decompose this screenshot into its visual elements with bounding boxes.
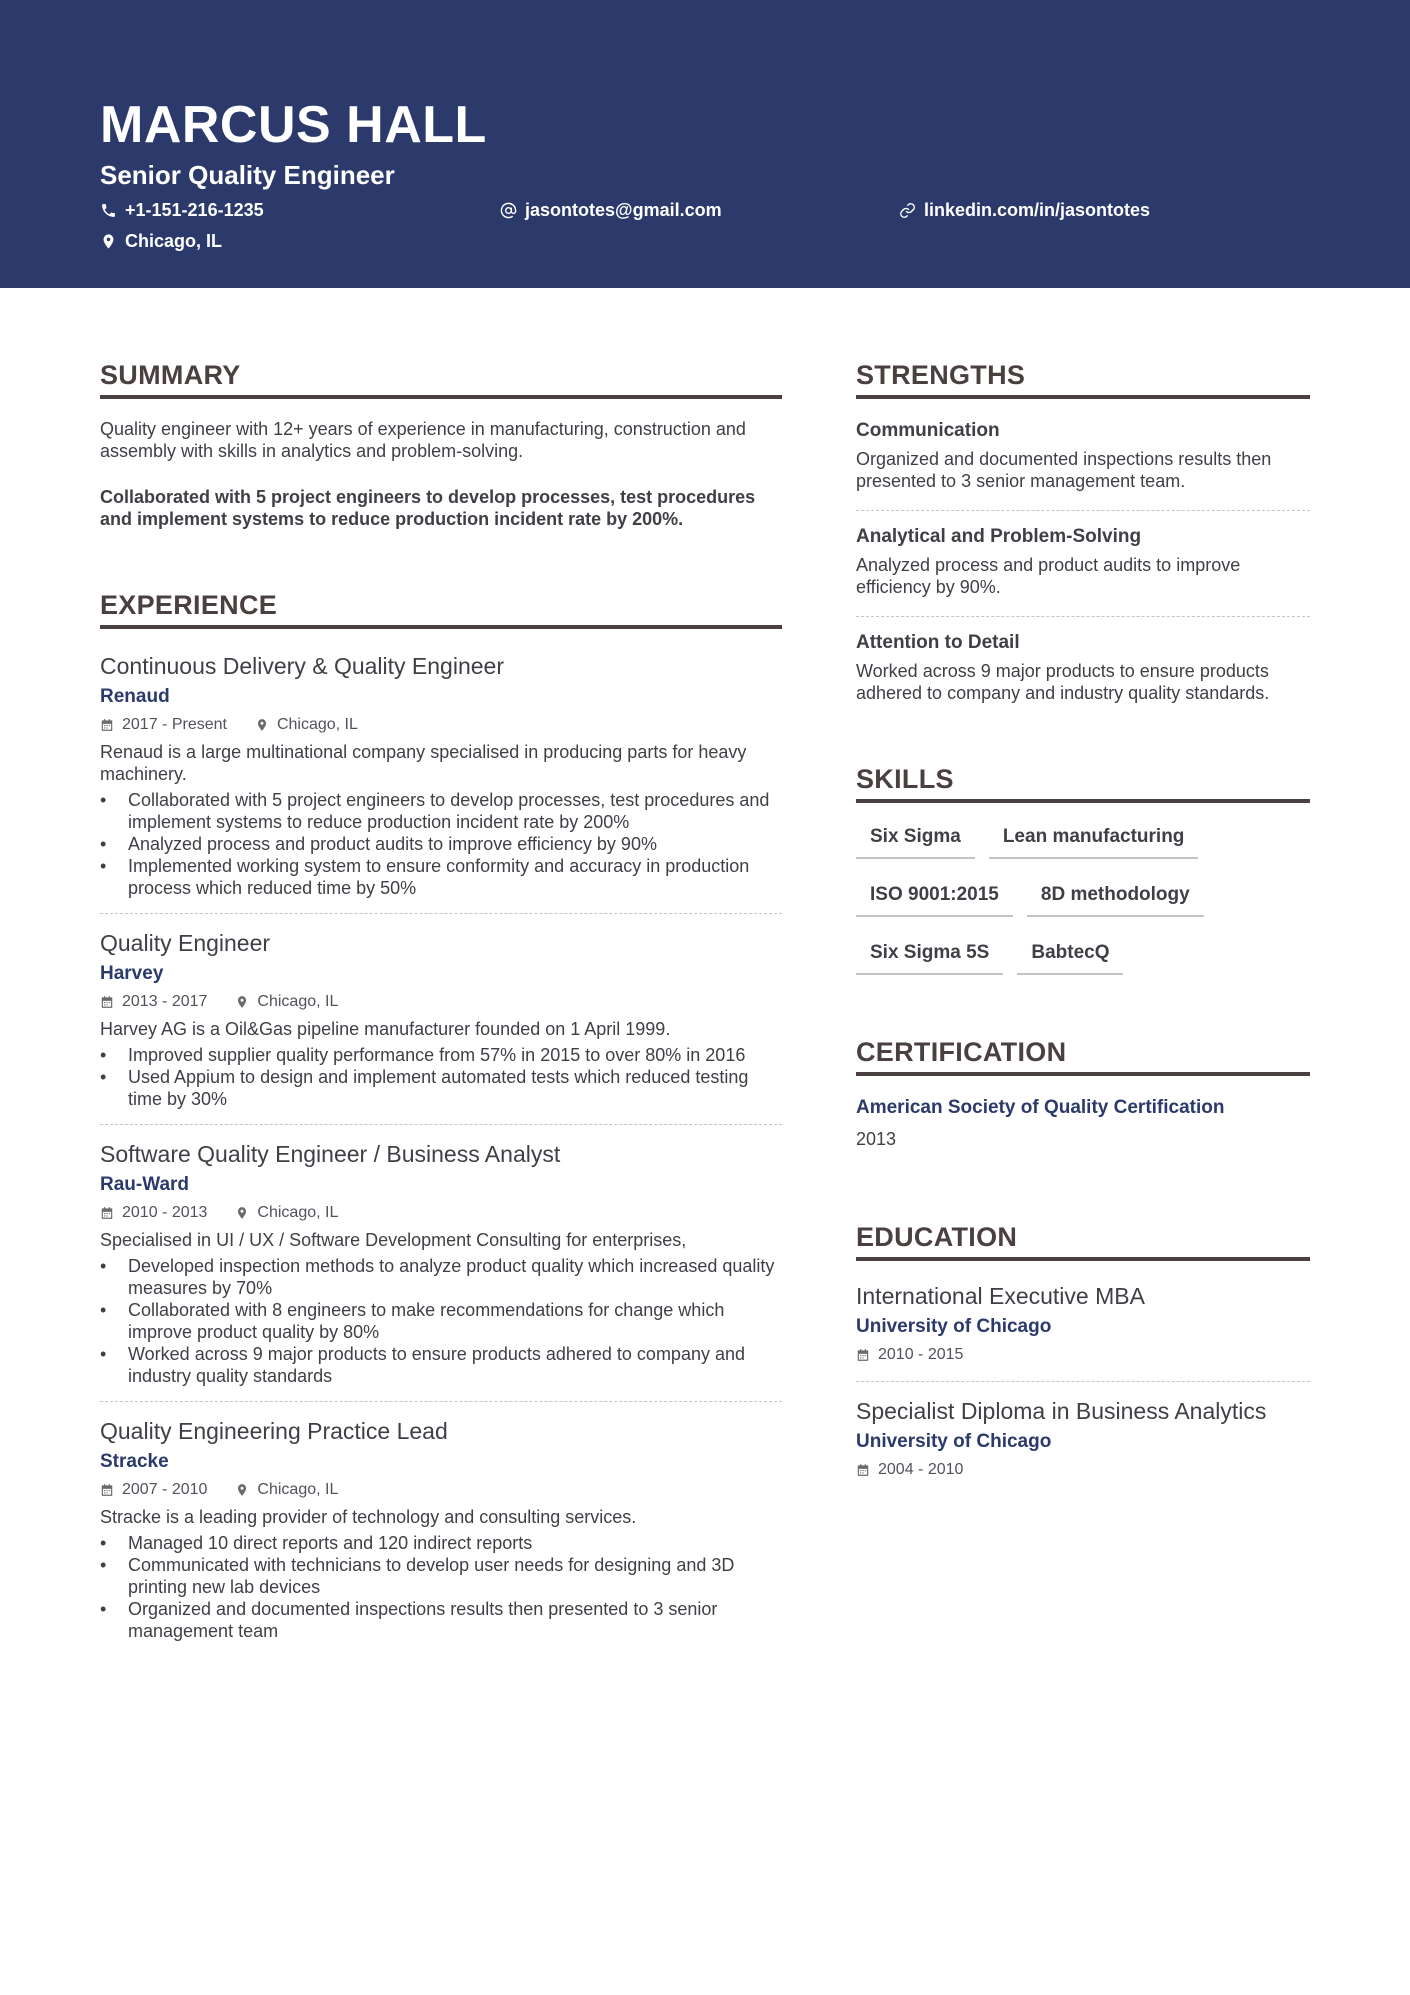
strength-title: Communication [856, 420, 1000, 441]
company-name: Renaud [100, 686, 170, 707]
degree-name: International Executive MBA [856, 1283, 1145, 1309]
experience-item [100, 914, 782, 1125]
strength-description: Organized and documented inspections results then presented to 3 senior management team. [856, 449, 1272, 491]
calendar-icon [856, 1348, 870, 1362]
job-dates: 2010 - 2013 [122, 1204, 208, 1221]
calendar-icon [100, 995, 114, 1009]
strength-item [856, 399, 1310, 511]
achievement-bullet: • Communicated with technicians to develop user needs for designing and 3D printing new lab devices [100, 1554, 782, 1598]
education-item [856, 1261, 1310, 1382]
achievement-bullet: • Collaborated with 5 project engineers to develop processes, test procedures and implement systems to reduce production incident rate by 200% [100, 789, 782, 833]
achievement-list [100, 1255, 782, 1387]
strength-description: Analyzed process and product audits to improve efficiency by 90%. [856, 555, 1241, 597]
job-meta [100, 715, 782, 735]
calendar-icon [100, 1483, 114, 1497]
strengths-section [856, 360, 1310, 722]
strength-description: Worked across 9 major products to ensure products adhered to company and industry quality standards. [856, 661, 1270, 703]
achievement-list [100, 1532, 782, 1642]
company-name: Stracke [100, 1451, 169, 1472]
skill-tag: 8D methodology [1027, 879, 1204, 917]
location-pin-icon [235, 1483, 249, 1497]
skills-heading: SKILLS [856, 764, 1310, 803]
link-icon [899, 202, 916, 219]
skill-tag: Lean manufacturing [989, 821, 1199, 859]
certification-name: American Society of Quality Certification [856, 1097, 1225, 1118]
job-title: Continuous Delivery & Quality Engineer [100, 653, 504, 679]
contact-linkedin[interactable] [899, 200, 1150, 221]
job-meta [100, 992, 782, 1012]
job-title: Software Quality Engineer / Business Analyst [100, 1141, 561, 1167]
achievement-bullet: • Developed inspection methods to analyze product quality which increased quality measures by 70% [100, 1255, 782, 1299]
skills-list [856, 821, 1310, 975]
calendar-icon [856, 1463, 870, 1477]
degree-name: Specialist Diploma in Business Analytics [856, 1398, 1267, 1424]
job-location: Chicago, IL [257, 1204, 339, 1221]
job-meta [100, 1480, 782, 1500]
job-location: Chicago, IL [257, 993, 339, 1010]
strength-item [856, 617, 1310, 722]
candidate-title: Senior Quality Engineer [100, 160, 395, 190]
experience-item [100, 1125, 782, 1402]
calendar-icon [100, 718, 114, 732]
contact-email[interactable] [500, 200, 722, 221]
education-item [856, 1382, 1310, 1496]
education-meta [856, 1345, 1310, 1365]
location-pin-icon [235, 1206, 249, 1220]
skill-tag: ISO 9001:2015 [856, 879, 1013, 917]
company-name: Harvey [100, 963, 164, 984]
job-location: Chicago, IL [257, 1481, 339, 1498]
achievement-list [100, 789, 782, 899]
achievement-bullet: • Organized and documented inspections results then presented to 3 senior management team [100, 1598, 782, 1642]
summary-text: Quality engineer with 12+ years of experience in manufacturing, construction and assembly with skills in analytics and problem-solving. [100, 419, 746, 461]
company-description: Renaud is a large multinational company specialised in producing parts for heavy machinery. [100, 742, 747, 784]
education-meta [856, 1460, 1310, 1480]
experience-item [100, 1402, 782, 1656]
job-dates: 2007 - 2010 [122, 1481, 208, 1498]
achievement-bullet: • Worked across 9 major products to ensure products adhered to company and industry quality standards [100, 1343, 782, 1387]
candidate-name: MARCUS HALL [100, 96, 487, 154]
certification-year: 2013 [856, 1129, 897, 1149]
achievement-list [100, 1044, 782, 1110]
experience-heading: EXPERIENCE [100, 590, 782, 629]
location-pin-icon [100, 233, 117, 250]
summary-highlight: Collaborated with 5 project engineers to develop processes, test procedures and implement systems to reduce production incident rate by 200%. [100, 487, 756, 529]
education-dates: 2010 - 2015 [878, 1346, 964, 1363]
school-name: University of Chicago [856, 1431, 1052, 1452]
contact-phone[interactable] [100, 200, 264, 221]
achievement-bullet: • Improved supplier quality performance from 57% in 2015 to over 80% in 2016 [100, 1044, 782, 1066]
phone-text: +1-151-216-1235 [125, 200, 264, 220]
strength-item [856, 511, 1310, 617]
email-text: jasontotes@gmail.com [525, 200, 722, 220]
right-column [856, 360, 1310, 1496]
location-pin-icon [235, 995, 249, 1009]
job-dates: 2017 - Present [122, 716, 227, 733]
achievement-bullet: • Used Appium to design and implement automated tests which reduced testing time by 30% [100, 1066, 782, 1110]
education-heading: EDUCATION [856, 1222, 1310, 1261]
job-dates: 2013 - 2017 [122, 993, 208, 1010]
company-description: Harvey AG is a Oil&Gas pipeline manufacturer founded on 1 April 1999. [100, 1019, 671, 1039]
skills-section [856, 764, 1310, 975]
calendar-icon [100, 1206, 114, 1220]
company-name: Rau-Ward [100, 1174, 190, 1195]
education-section [856, 1222, 1310, 1496]
achievement-bullet: • Analyzed process and product audits to improve efficiency by 90% [100, 833, 782, 855]
certification-heading: CERTIFICATION [856, 1037, 1310, 1076]
skill-tag: BabtecQ [1017, 937, 1123, 975]
job-meta [100, 1203, 782, 1223]
job-title: Quality Engineering Practice Lead [100, 1418, 448, 1444]
contact-location [100, 231, 222, 252]
strengths-heading: STRENGTHS [856, 360, 1310, 399]
at-sign-icon [500, 202, 517, 219]
achievement-bullet: • Collaborated with 8 engineers to make recommendations for change which improve product quality by 80% [100, 1299, 782, 1343]
experience-section [100, 590, 782, 1656]
location-text: Chicago, IL [125, 231, 223, 251]
experience-item [100, 629, 782, 914]
skill-tag: Six Sigma [856, 821, 975, 859]
company-description: Stracke is a leading provider of technology and consulting services. [100, 1507, 637, 1527]
skill-tag: Six Sigma 5S [856, 937, 1003, 975]
strength-title: Attention to Detail [856, 632, 1020, 653]
achievement-bullet: • Implemented working system to ensure conformity and accuracy in production process which reduced time by 50% [100, 855, 782, 899]
strength-title: Analytical and Problem-Solving [856, 526, 1142, 547]
resume-header [0, 0, 1410, 288]
phone-icon [100, 202, 117, 219]
job-title: Quality Engineer [100, 930, 271, 956]
left-column [100, 360, 782, 1656]
achievement-bullet: • Managed 10 direct reports and 120 indirect reports [100, 1532, 782, 1554]
location-pin-icon [255, 718, 269, 732]
company-description: Specialised in UI / UX / Software Development Consulting for enterprises, [100, 1230, 687, 1250]
school-name: University of Chicago [856, 1316, 1052, 1337]
summary-section [100, 360, 782, 530]
job-location: Chicago, IL [276, 716, 358, 733]
linkedin-text: linkedin.com/in/jasontotes [924, 200, 1151, 220]
certification-section [856, 1037, 1310, 1150]
summary-heading: SUMMARY [100, 360, 782, 399]
education-dates: 2004 - 2010 [878, 1461, 964, 1478]
